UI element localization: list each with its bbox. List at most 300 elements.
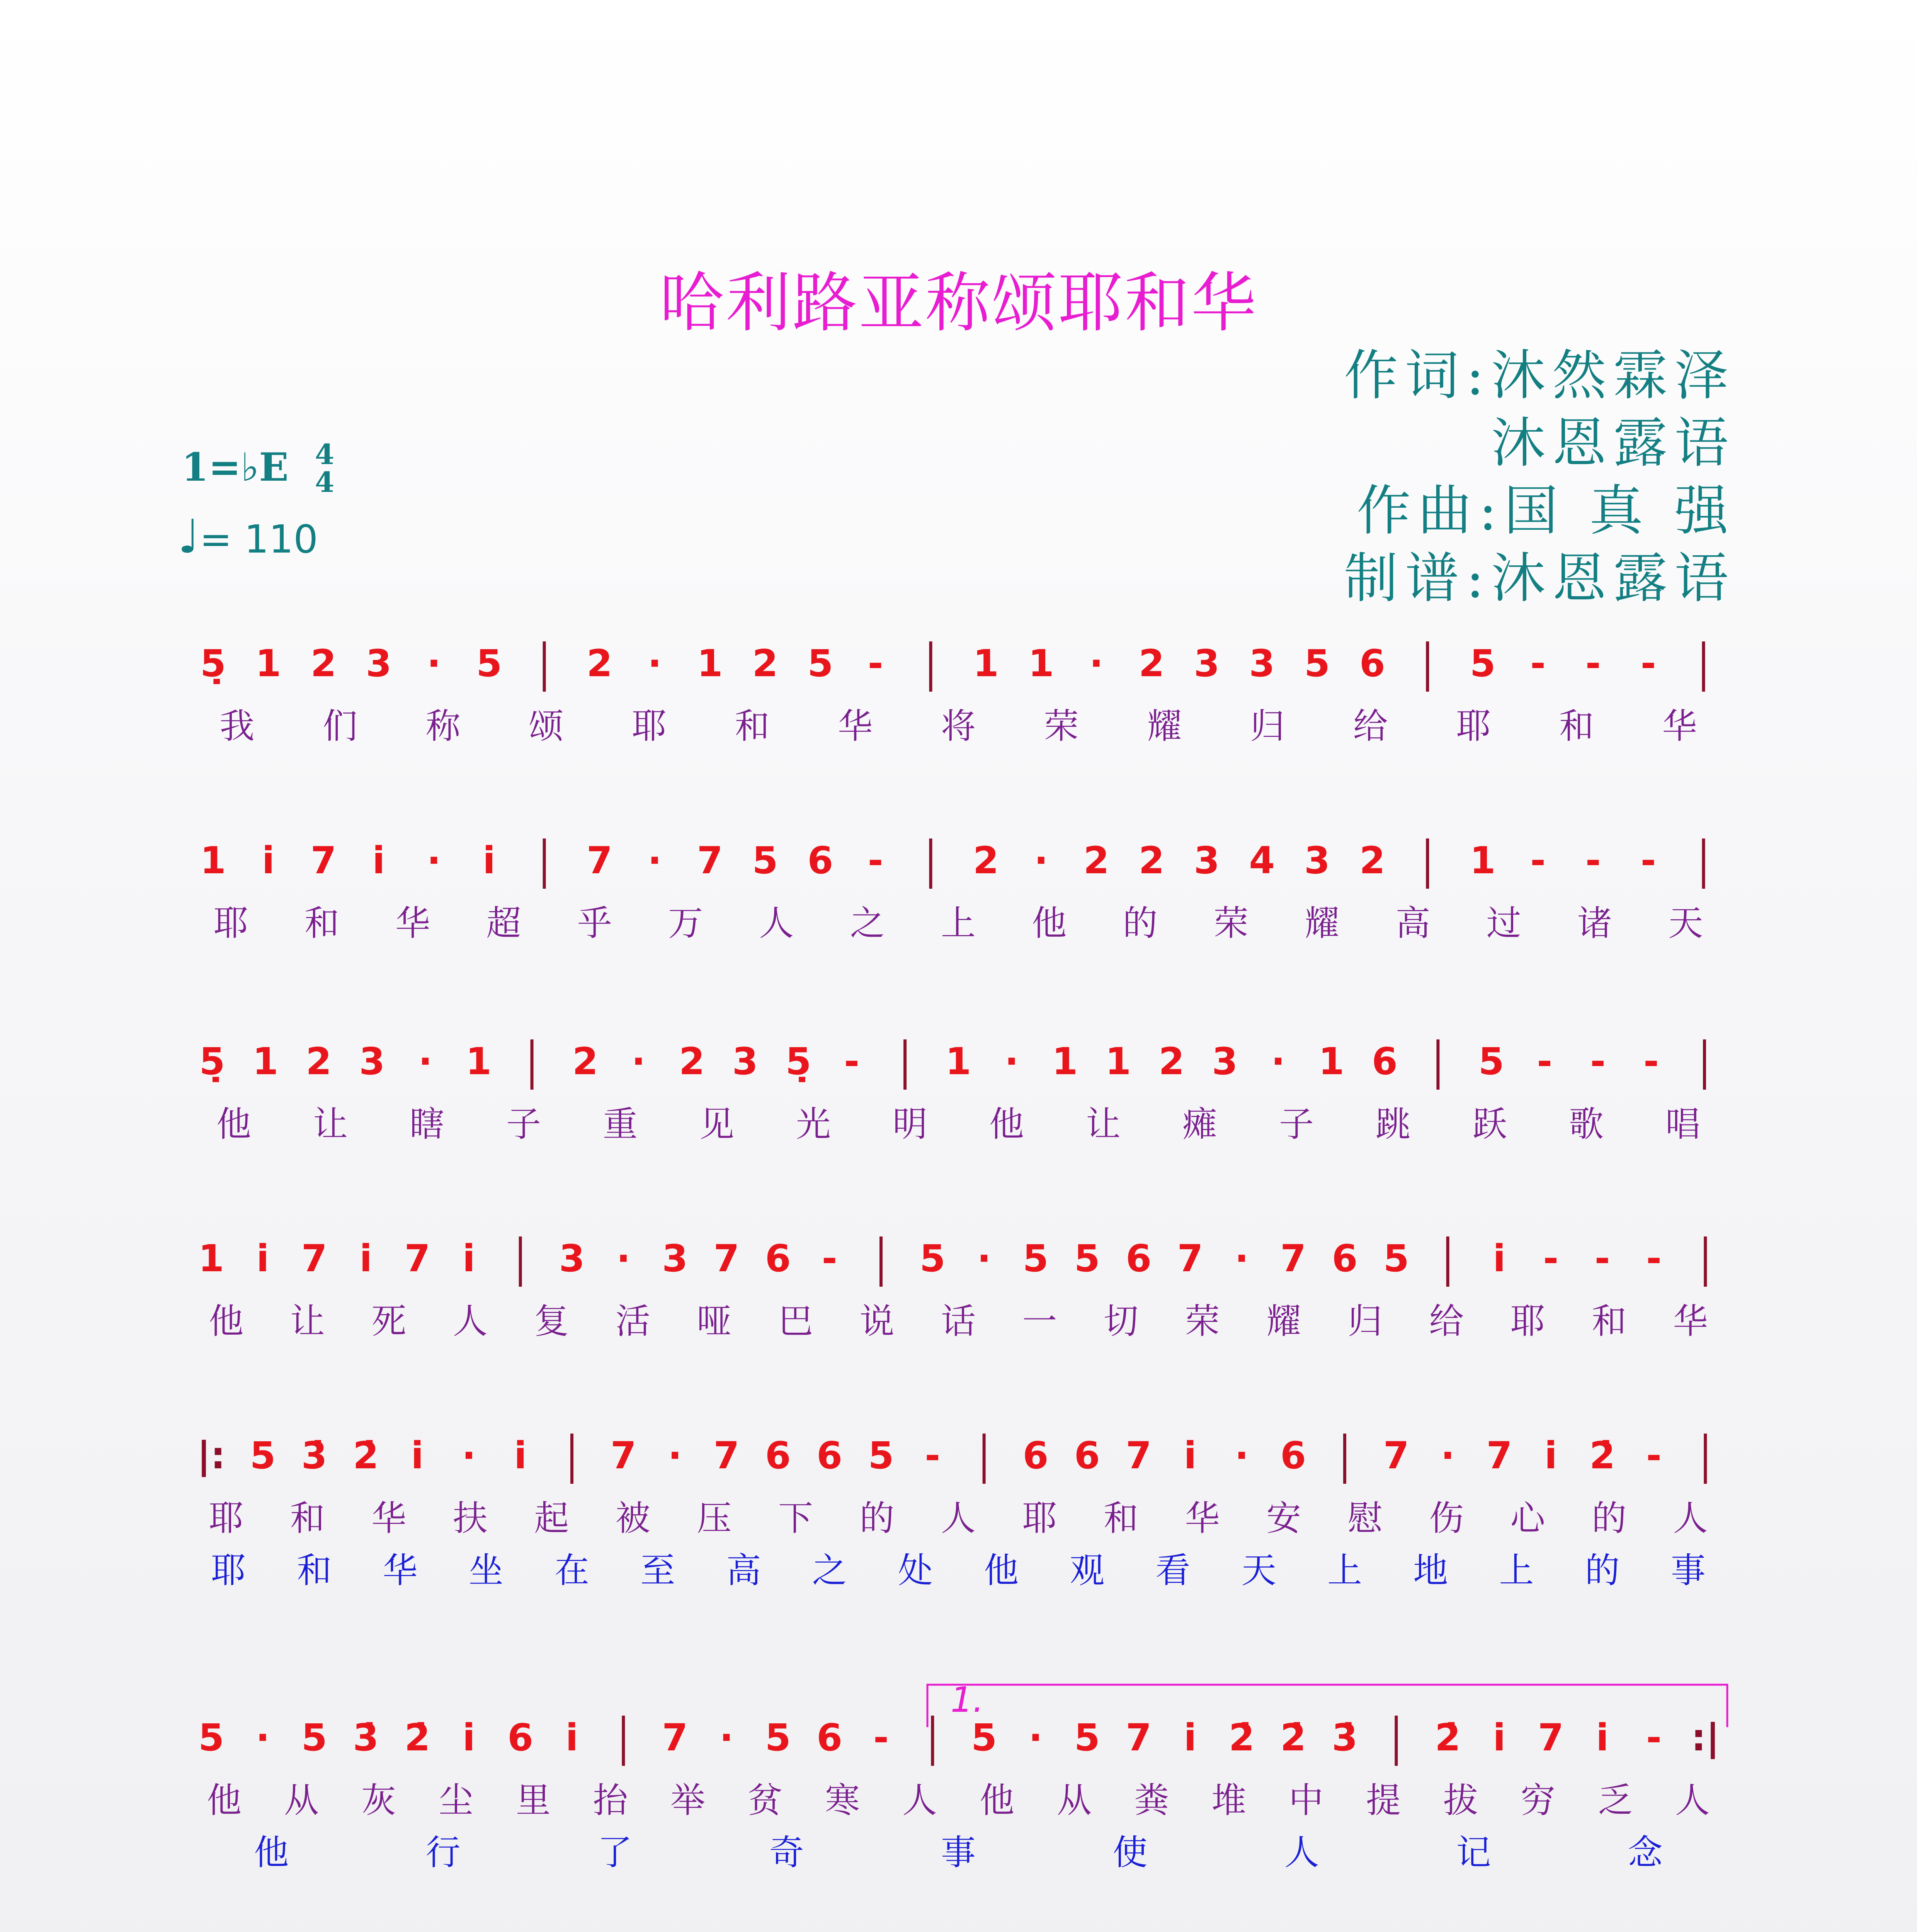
note: 2	[973, 839, 999, 882]
lyric-syllable: 让	[313, 1104, 348, 1145]
lyric-syllable: 和	[297, 1550, 332, 1591]
note: ·	[648, 839, 662, 882]
note: 5	[868, 1434, 894, 1477]
lyric-syllable: 在	[555, 1550, 589, 1591]
note: 3	[1194, 642, 1220, 685]
note: 5	[198, 1716, 225, 1759]
lyric-syllable: 一	[1022, 1301, 1057, 1342]
note: 3̇	[301, 1434, 327, 1477]
lyric-syllable: 地	[1413, 1550, 1448, 1591]
note: i̇	[372, 839, 385, 882]
note: 3	[1212, 1040, 1238, 1083]
note: 5	[1304, 642, 1330, 685]
note: i̇	[565, 1716, 578, 1759]
note: 2̇	[404, 1716, 430, 1759]
lyric-syllable: 事	[1670, 1550, 1706, 1591]
lyric-syllable: 华	[371, 1498, 407, 1539]
lyric-syllable: 切	[1104, 1301, 1139, 1342]
note: 5	[476, 642, 502, 685]
lyric-syllable: 他	[209, 1301, 244, 1342]
note: 5	[919, 1237, 946, 1280]
lyric-syllable: 和	[290, 1498, 325, 1539]
composer-name: 国 真 强	[1504, 480, 1735, 543]
lyric-syllable: 压	[697, 1498, 732, 1539]
note: 6	[1332, 1237, 1358, 1280]
lyric-syllable: 安	[1266, 1498, 1301, 1539]
note: i̇	[462, 1716, 475, 1759]
lyric-syllable: 死	[371, 1301, 407, 1342]
note: 1	[945, 1040, 971, 1083]
note: 1	[252, 1040, 279, 1083]
lyric-syllable: 人	[1675, 1780, 1710, 1821]
note: 7	[713, 1237, 740, 1280]
lyric-syllable: 华	[1185, 1498, 1220, 1539]
lyrics-label: 作词:	[1344, 344, 1491, 407]
note: 5̣	[200, 642, 226, 685]
lyric-syllable: 称	[425, 706, 461, 747]
lyric-syllable: 华	[395, 903, 430, 944]
note: 5	[971, 1716, 997, 1759]
lyric-syllable: 的	[1585, 1550, 1620, 1591]
note: i̇	[411, 1434, 424, 1477]
note: 7	[404, 1237, 430, 1280]
note: 1	[1470, 839, 1496, 882]
note: 1	[255, 642, 281, 685]
lyric-syllable: 寒	[825, 1780, 860, 1821]
lyric-syllable: 唱	[1665, 1104, 1700, 1145]
lyric-syllable: 将	[941, 706, 976, 747]
lyric-syllable: 粪	[1134, 1780, 1169, 1821]
time-signature-bottom: 4	[315, 466, 335, 498]
note: -	[1543, 1237, 1559, 1280]
lyric-syllable: 们	[323, 706, 357, 747]
lyric-syllable: 至	[640, 1550, 675, 1591]
note: 3	[662, 1237, 688, 1280]
note: i̇	[256, 1237, 269, 1280]
note: 2	[1158, 1040, 1185, 1083]
score-row	[200, 838, 1704, 944]
lyric-syllable: 贫	[748, 1780, 782, 1821]
note: i̇	[1184, 1716, 1197, 1759]
note: -	[867, 642, 883, 685]
lyric-syllable: 他	[989, 1104, 1024, 1145]
note: 5	[1074, 1237, 1100, 1280]
song-title: 哈利路亚称颂耶和华	[659, 265, 1258, 341]
note: 6	[816, 1716, 843, 1759]
lyric-syllable: 上	[1499, 1550, 1534, 1591]
score-row	[200, 641, 1704, 747]
note: 6	[765, 1434, 791, 1477]
note: ·	[427, 642, 441, 685]
lyric-syllable: 观	[1070, 1550, 1105, 1591]
lyric-syllable: 抬	[593, 1780, 628, 1821]
note: 1	[1052, 1040, 1078, 1083]
lyric-syllable: 华	[838, 706, 873, 747]
lyric-syllable: 给	[1353, 706, 1388, 747]
lyric-syllable: 他	[216, 1104, 251, 1145]
note: ·	[1089, 642, 1104, 685]
lyric-syllable: 归	[1347, 1301, 1383, 1342]
note: 2̇	[1589, 1434, 1616, 1477]
note: 3̇	[1332, 1716, 1358, 1759]
note: i̇	[462, 1237, 475, 1280]
lyric-syllable: 超	[486, 903, 521, 944]
note: 7	[1538, 1716, 1564, 1759]
lyric-syllable: 见	[699, 1104, 734, 1145]
lyric-syllable: 颂	[529, 706, 564, 747]
note: 2̇	[1435, 1716, 1461, 1759]
lyric-syllable: 荣	[1213, 903, 1249, 944]
score-row	[198, 1716, 1720, 1873]
lyric-syllable: 行	[425, 1832, 461, 1873]
lyric-syllable: 被	[615, 1498, 650, 1539]
note: 3	[732, 1040, 758, 1083]
lyric-syllable: 耶	[209, 1498, 244, 1539]
lyric-syllable: 他	[980, 1780, 1014, 1821]
note: 6	[1280, 1434, 1306, 1477]
lyric-syllable: 的	[859, 1498, 895, 1539]
lyric-syllable: 高	[1395, 903, 1431, 944]
lyric-syllable: 下	[778, 1498, 813, 1539]
note: -	[867, 839, 883, 882]
note: 2	[1083, 839, 1109, 882]
note: 5	[765, 1716, 791, 1759]
lyric-syllable: 伤	[1429, 1498, 1464, 1539]
lyric-syllable: 耶	[1510, 1301, 1545, 1342]
note: 3	[359, 1040, 385, 1083]
note: ·	[668, 1434, 682, 1477]
note: ·	[1028, 1716, 1043, 1759]
note: ·	[1441, 1434, 1455, 1477]
lyric-syllable: 哑	[697, 1301, 732, 1342]
note: 2	[679, 1040, 705, 1083]
note: -	[1646, 1716, 1662, 1759]
note: 6	[765, 1237, 791, 1280]
lyric-syllable: 和	[304, 903, 339, 944]
note: 2̇	[1228, 1716, 1255, 1759]
note: ·	[462, 1434, 476, 1477]
lyric-syllable: 歌	[1569, 1104, 1604, 1145]
note: -	[844, 1040, 860, 1083]
lyric-syllable: 我	[219, 706, 255, 747]
note: i̇	[1184, 1434, 1197, 1477]
lyric-syllable: 他	[1032, 903, 1067, 944]
note: i̇	[1596, 1716, 1609, 1759]
note: i̇	[1544, 1434, 1557, 1477]
note: -	[873, 1716, 889, 1759]
lyric-syllable: 高	[726, 1550, 761, 1591]
lyric-syllable: 穷	[1521, 1780, 1555, 1821]
lyric-syllable: 起	[534, 1498, 569, 1539]
note: 2	[306, 1040, 332, 1083]
note: 6	[1372, 1040, 1398, 1083]
lyric-syllable: 记	[1456, 1832, 1491, 1873]
lyric-syllable: 华	[1673, 1301, 1708, 1342]
lyric-syllable: 重	[603, 1104, 638, 1145]
lyric-syllable: 让	[1086, 1104, 1121, 1145]
note: 5	[1022, 1237, 1049, 1280]
lyric-syllable: 他	[984, 1550, 1019, 1591]
note: ·	[1235, 1237, 1249, 1280]
lyric-syllable: 荣	[1044, 706, 1079, 747]
note: 1	[198, 1237, 225, 1280]
lyric-syllable: 从	[284, 1780, 319, 1821]
note: 3	[1249, 642, 1275, 685]
lyric-syllable: 巴	[778, 1301, 813, 1342]
note: 7	[587, 839, 612, 882]
note: ·	[1004, 1040, 1019, 1083]
note: 3	[366, 642, 392, 685]
lyric-syllable: 人	[452, 1301, 488, 1342]
note: ·	[427, 839, 441, 882]
lyric-syllable: 他	[207, 1780, 242, 1821]
note: -	[1646, 1237, 1662, 1280]
note: 7	[1126, 1434, 1152, 1477]
note: 6	[507, 1716, 534, 1759]
note: -	[1590, 1040, 1606, 1083]
note: ·	[719, 1716, 734, 1759]
notation-by: 沐恩露语	[1491, 547, 1735, 610]
note: 3	[559, 1237, 585, 1280]
note: ·	[977, 1237, 991, 1280]
key-signature: 1=♭E	[182, 444, 289, 490]
note: 1	[200, 839, 226, 882]
note: 7	[1486, 1434, 1512, 1477]
lyric-syllable: 复	[534, 1301, 569, 1342]
note: 6	[1359, 642, 1385, 685]
note: 6	[816, 1434, 843, 1477]
lyric-syllable: 念	[1628, 1832, 1663, 1873]
lyric-syllable: 归	[1250, 706, 1285, 747]
note: 4	[1249, 839, 1275, 882]
note: 6	[807, 839, 833, 882]
note: i̇	[1493, 1716, 1506, 1759]
lyric-syllable: 给	[1429, 1301, 1464, 1342]
tempo-value: = 110	[199, 517, 318, 562]
note: 2̇	[353, 1434, 379, 1477]
lyric-syllable: 扶	[452, 1498, 488, 1539]
note: 7	[1383, 1434, 1409, 1477]
note: 1	[1028, 642, 1054, 685]
lyric-syllable: 耶	[1022, 1498, 1057, 1539]
composer-label: 作曲:	[1356, 480, 1504, 543]
note: 5	[1383, 1237, 1409, 1280]
lyric-syllable: 奇	[769, 1832, 804, 1873]
note: ·	[418, 1040, 432, 1083]
lyric-syllable: 和	[1592, 1301, 1627, 1342]
note: -	[1537, 1040, 1553, 1083]
lyric-syllable: 心	[1510, 1498, 1545, 1539]
note: 7	[662, 1716, 688, 1759]
note: -	[1530, 642, 1546, 685]
lyric-syllable: 处	[898, 1550, 933, 1591]
lyric-syllable: 事	[941, 1832, 976, 1873]
note: -	[1585, 642, 1601, 685]
note: 2̇	[1280, 1716, 1306, 1759]
note: 1	[466, 1040, 492, 1083]
note: 2	[752, 642, 778, 685]
note: -	[1646, 1434, 1662, 1477]
lyric-syllable: 人	[902, 1780, 937, 1821]
note: 5	[250, 1434, 276, 1477]
note: 6	[1022, 1434, 1049, 1477]
lyric-syllable: 跃	[1472, 1104, 1507, 1145]
lyric-syllable: 尘	[439, 1780, 473, 1821]
note: 1	[697, 642, 723, 685]
note: ·	[1235, 1434, 1249, 1477]
repeat-end: :|	[1691, 1716, 1720, 1759]
lyric-syllable: 他	[254, 1832, 289, 1873]
note: 6	[1126, 1237, 1152, 1280]
note: i̇	[262, 839, 275, 882]
lyric-syllable: 明	[893, 1104, 927, 1145]
lyricist-1: 沐然霖泽	[1491, 344, 1735, 407]
note: -	[1640, 642, 1656, 685]
note: 2	[1138, 642, 1165, 685]
lyric-syllable: 耀	[1266, 1301, 1301, 1342]
lyric-syllable: 举	[670, 1780, 705, 1821]
lyric-syllable: 活	[615, 1301, 650, 1342]
note: 7	[697, 839, 723, 882]
note: 3̇	[353, 1716, 379, 1759]
note: -	[925, 1434, 941, 1477]
note: 5	[807, 642, 833, 685]
lyric-syllable: 人	[1284, 1832, 1319, 1873]
note: 5̣	[785, 1040, 811, 1083]
lyric-syllable: 万	[668, 903, 703, 944]
lyric-syllable: 中	[1289, 1780, 1323, 1821]
lyric-syllable: 堆	[1211, 1780, 1246, 1821]
note: 5	[1478, 1040, 1504, 1083]
note: ·	[1034, 839, 1048, 882]
note: 1	[1105, 1040, 1131, 1083]
lyric-syllable: 过	[1486, 903, 1521, 944]
lyric-syllable: 乎	[577, 903, 612, 944]
note: -	[822, 1237, 837, 1280]
note: ·	[648, 642, 662, 685]
lyric-syllable: 耶	[1456, 706, 1491, 747]
notation-label: 制谱:	[1344, 547, 1491, 610]
score-row	[198, 1236, 1708, 1342]
note: 2	[1138, 839, 1165, 882]
lyric-syllable: 话	[941, 1301, 976, 1342]
lyric-syllable: 华	[383, 1550, 418, 1591]
lyric-syllable: 乏	[1598, 1780, 1633, 1821]
score-row	[199, 1039, 1704, 1145]
lyric-syllable: 天	[1668, 903, 1703, 944]
lyric-syllable: 提	[1366, 1780, 1401, 1821]
note: 7	[301, 1237, 327, 1280]
lyric-syllable: 天	[1241, 1550, 1276, 1591]
score-row	[197, 1434, 1708, 1591]
note: -	[1594, 1237, 1610, 1280]
lyric-syllable: 灰	[361, 1780, 396, 1821]
lyric-syllable: 瘫	[1182, 1104, 1217, 1145]
note: i̇	[1493, 1237, 1506, 1280]
note: 5	[301, 1716, 327, 1759]
note: 6	[1074, 1434, 1100, 1477]
note: 2	[572, 1040, 598, 1083]
note: ·	[616, 1237, 631, 1280]
note: 7	[713, 1434, 740, 1477]
lyric-syllable: 慰	[1347, 1498, 1383, 1539]
repeat-start: |:	[197, 1434, 226, 1477]
note: i̇	[359, 1237, 373, 1280]
lyric-syllable: 里	[516, 1780, 551, 1821]
volta-1-label: 1.	[951, 1680, 984, 1720]
lyric-syllable: 耶	[211, 1550, 246, 1591]
lyric-syllable: 让	[290, 1301, 325, 1342]
lyric-syllable: 之	[812, 1550, 847, 1591]
lyric-syllable: 瞎	[410, 1104, 444, 1145]
note: 7	[1177, 1237, 1203, 1280]
note: 1	[973, 642, 999, 685]
lyric-syllable: 和	[735, 706, 770, 747]
lyric-syllable: 坐	[468, 1550, 503, 1591]
note: 7	[1280, 1237, 1306, 1280]
note: 3	[1304, 839, 1330, 882]
time-signature-top: 4	[315, 438, 335, 471]
lyric-syllable: 和	[1559, 706, 1594, 747]
lyric-syllable: 人	[941, 1498, 976, 1539]
lyric-syllable: 了	[597, 1832, 633, 1873]
lyric-syllable: 耶	[213, 903, 248, 944]
note: 2	[587, 642, 612, 685]
note: 5	[752, 839, 778, 882]
lyric-syllable: 荣	[1185, 1301, 1220, 1342]
lyric-syllable: 说	[859, 1301, 895, 1342]
note: -	[1585, 839, 1601, 882]
lyric-syllable: 的	[1592, 1498, 1627, 1539]
lyric-syllable: 上	[1327, 1550, 1362, 1591]
note: 1	[1318, 1040, 1344, 1083]
note: -	[1530, 839, 1546, 882]
note: ·	[1271, 1040, 1285, 1083]
lyric-syllable: 看	[1155, 1550, 1191, 1591]
lyric-syllable: 使	[1112, 1832, 1148, 1873]
note: ·	[255, 1716, 270, 1759]
lyric-syllable: 诸	[1577, 903, 1613, 944]
note: 5̣	[199, 1040, 225, 1083]
note: -	[1640, 839, 1656, 882]
note: 3	[1194, 839, 1220, 882]
lyric-syllable: 上	[941, 903, 976, 944]
lyric-syllable: 从	[1057, 1780, 1092, 1821]
note: 7	[1126, 1716, 1152, 1759]
lyric-syllable: 子	[1279, 1104, 1314, 1145]
quarter-note-icon: ♩	[178, 510, 200, 564]
lyric-syllable: 拔	[1443, 1780, 1478, 1821]
lyric-syllable: 光	[796, 1104, 831, 1145]
lyric-syllable: 人	[759, 903, 794, 944]
note: -	[1643, 1040, 1659, 1083]
lyric-syllable: 跳	[1376, 1104, 1410, 1145]
lyric-syllable: 人	[1673, 1498, 1708, 1539]
lyric-syllable: 耀	[1305, 903, 1340, 944]
lyric-syllable: 和	[1104, 1498, 1139, 1539]
note: i̇	[514, 1434, 527, 1477]
note: 7	[310, 839, 337, 882]
note: 2	[310, 642, 337, 685]
note: 5	[1074, 1716, 1100, 1759]
note: i̇	[483, 839, 496, 882]
lyric-syllable: 华	[1662, 706, 1697, 747]
lyric-syllable: 的	[1123, 903, 1158, 944]
note: 5	[1470, 642, 1496, 685]
note: 2	[1359, 839, 1385, 882]
lyric-syllable: 耶	[632, 706, 667, 747]
note: ·	[631, 1040, 646, 1083]
